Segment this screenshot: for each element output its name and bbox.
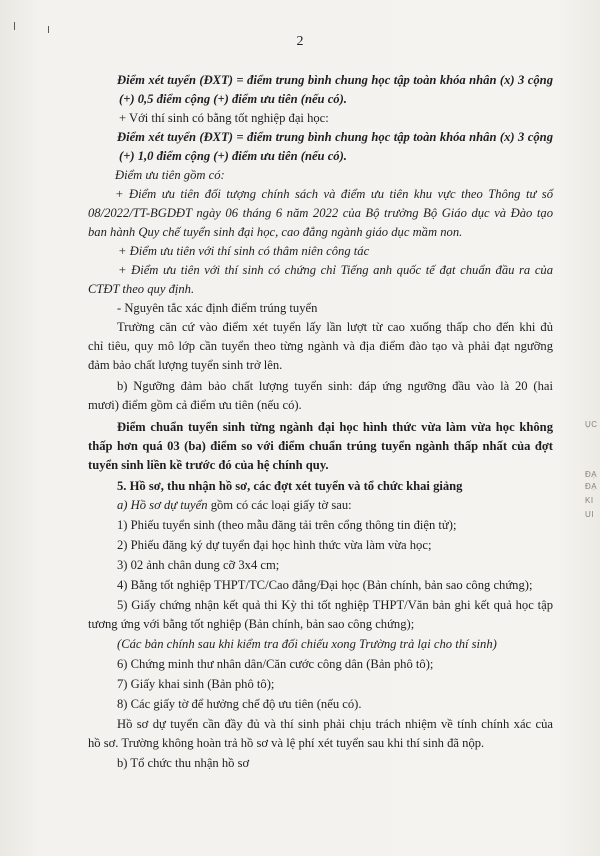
text-line <box>117 497 352 513</box>
text-line: mươi) điểm gồm cả điểm ưu tiên (nếu có). <box>88 398 302 412</box>
text-line: hồ sơ. Trường không hoàn trả hồ sơ và lệ phí xét tuyển sau khi thí sinh đã nộp. <box>88 736 485 750</box>
note-line: (Các bản chính sau khi kiểm tra đối chiếu xong Trường trả lại cho thí sinh) <box>117 637 497 651</box>
list-item: 6) Chứng minh thư nhân dân/Căn cước công dân (Bản phô tô); <box>117 657 434 671</box>
text-line: (+) 1,0 điểm cộng (+) điểm ưu tiên (nếu có). <box>119 149 347 163</box>
list-item: 5) Giấy chứng nhận kết quả thi Kỳ thi tốt nghiệp THPT/Văn bản ghi kết quả học tập <box>117 598 553 612</box>
text-line: Trường căn cứ vào điểm xét tuyển lấy lần lượt từ cao xuống thấp cho đến khi đủ <box>117 320 553 334</box>
text-span: gồm có các loại giấy tờ sau: <box>207 498 352 512</box>
text-line: + Với thí sinh có bằng tốt nghiệp đại học: <box>119 111 329 125</box>
list-item: 2) Phiếu đăng ký dự tuyển đại học hình thức vừa làm vừa học; <box>117 538 432 552</box>
scan-mark <box>14 22 15 30</box>
text-line: CTĐT theo quy định. <box>88 282 195 296</box>
text-line: thấp hơn quá 03 (ba) điểm so với điểm chuẩn trúng tuyển ngành thấp nhất của đợt <box>88 439 553 453</box>
text-line: đảm bảo chất lượng tuyển sinh trở lên. <box>88 358 283 372</box>
text-line: tương ứng với bằng tốt nghiệp (Bản chính, bản sao công chứng); <box>88 617 415 631</box>
text-line: + Điểm ưu tiên đối tượng chính sách và điểm ưu tiên khu vực theo Thông tư số <box>115 187 553 201</box>
text-line: Điểm chuẩn tuyển sinh từng ngành đại học hình thức vừa làm vừa học không <box>117 420 553 434</box>
bleed-through-fragment: ĐẠ <box>585 470 598 479</box>
text-line: Điểm xét tuyển (ĐXT) = điểm trung bình chung học tập toàn khóa nhân (x) 3 cộng <box>117 73 553 87</box>
text-line: Điểm ưu tiên gồm có: <box>115 168 225 182</box>
bleed-through-fragment: KI <box>585 496 594 505</box>
text-line: Hồ sơ dự tuyển cần đầy đủ và thí sinh phải chịu trách nhiệm về tính chính xác của <box>117 717 553 731</box>
text-line: + Điểm ưu tiên với thí sinh có thâm niên công tác <box>118 244 370 258</box>
bleed-through-fragment: UI <box>585 510 594 519</box>
text-line: chỉ tiêu, quy mô lớp cần tuyển theo từng ngành và địa điểm đào tạo và phải đạt ngưỡng <box>88 339 553 353</box>
text-line: - Nguyên tắc xác định điểm trúng tuyển <box>117 301 318 315</box>
text-line: ban hành Quy chế tuyển sinh đại học, cao đẳng ngành giáo dục mầm non. <box>88 225 463 239</box>
list-item: 8) Các giấy tờ để hưởng chế độ ưu tiên (nếu có). <box>117 697 362 711</box>
page-number: 2 <box>296 34 304 49</box>
bleed-through-fragment: ỤC <box>585 420 598 429</box>
text-line: b) Tổ chức thu nhận hồ sơ <box>117 756 250 770</box>
text-line: + Điểm ưu tiên với thí sinh có chứng chỉ Tiếng anh quốc tế đạt chuẩn đầu ra của <box>118 263 553 277</box>
bleed-through-fragment: ĐẠ <box>585 482 598 491</box>
text-line: b) Ngưỡng đảm bảo chất lượng tuyển sinh: đáp ứng ngưỡng đầu vào là 20 (hai <box>117 379 553 393</box>
text-line: 08/2022/TT-BGDĐT ngày 06 tháng 6 năm 2022 của Bộ trưởng Bộ Giáo dục và Đào tạo <box>88 206 553 220</box>
list-item: 4) Bằng tốt nghiệp THPT/TC/Cao đẳng/Đại học (Bản chính, bản sao công chứng); <box>117 578 533 592</box>
list-item: 1) Phiếu tuyển sinh (theo mẫu đăng tải trên cổng thông tin điện tử); <box>117 518 457 532</box>
section-heading: 5. Hồ sơ, thu nhận hồ sơ, các đợt xét tuyển và tổ chức khai giảng <box>117 479 463 493</box>
text-line: tuyển sinh liền kề trước đó của hệ chính quy. <box>88 458 329 472</box>
scan-mark <box>48 26 49 33</box>
list-item: 7) Giấy khai sinh (Bản phô tô); <box>117 677 275 691</box>
text-line: (+) 0,5 điểm cộng (+) điểm ưu tiên (nếu có). <box>119 92 347 106</box>
text-line: Điểm xét tuyển (ĐXT) = điểm trung bình chung học tập toàn khóa nhân (x) 3 cộng <box>117 130 553 144</box>
list-item: 3) 02 ảnh chân dung cỡ 3x4 cm; <box>117 558 280 572</box>
subheading: a) Hồ sơ dự tuyển <box>117 498 208 512</box>
